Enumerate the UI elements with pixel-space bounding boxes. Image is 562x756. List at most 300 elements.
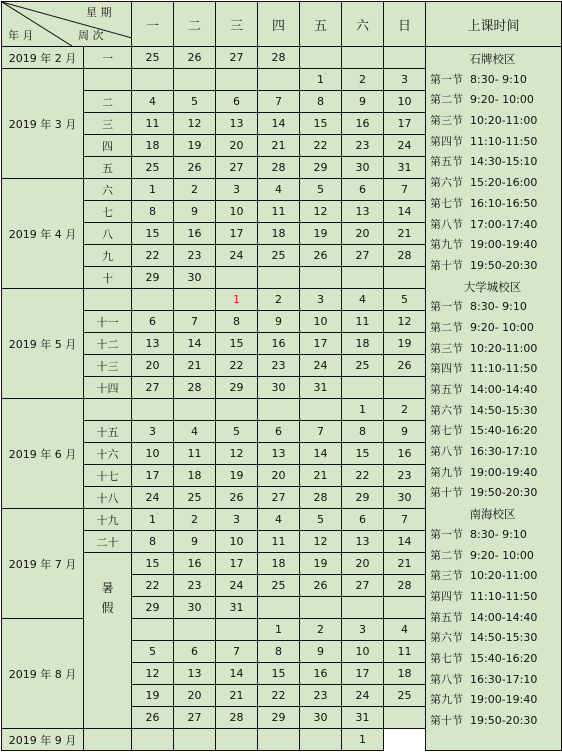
month-label-jun: 2019 年 6 月	[2, 399, 84, 509]
day-cell: 25	[132, 47, 174, 69]
class-period-time: 第三节 10:20-11:00	[430, 114, 538, 128]
day-cell: 17	[342, 663, 384, 685]
day-cell: 28	[174, 377, 216, 399]
weekday-sat: 六	[342, 2, 384, 47]
day-cell	[174, 289, 216, 311]
day-cell: 7	[174, 311, 216, 333]
day-cell: 5	[384, 289, 426, 311]
week-number: 十二	[84, 333, 132, 355]
day-cell: 14	[216, 663, 258, 685]
day-cell: 20	[258, 465, 300, 487]
day-cell: 14	[300, 443, 342, 465]
day-cell: 19	[132, 685, 174, 707]
day-cell: 22	[342, 465, 384, 487]
day-cell	[174, 729, 216, 751]
week-number: 四	[84, 135, 132, 157]
class-period-time: 第五节 14:30-15:10	[430, 155, 538, 169]
day-cell: 26	[132, 707, 174, 729]
day-cell: 19	[384, 333, 426, 355]
day-cell: 2	[174, 179, 216, 201]
day-cell: 9	[174, 201, 216, 223]
day-cell: 11	[258, 201, 300, 223]
day-cell: 5	[132, 641, 174, 663]
day-cell	[258, 267, 300, 289]
day-cell: 7	[216, 641, 258, 663]
class-period-time: 第三节 10:20-11:00	[430, 569, 538, 583]
day-cell: 29	[216, 377, 258, 399]
month-label-may: 2019 年 5 月	[2, 289, 84, 399]
day-cell: 31	[300, 377, 342, 399]
day-cell: 13	[258, 443, 300, 465]
day-cell: 25	[384, 685, 426, 707]
day-cell: 24	[300, 355, 342, 377]
class-period-time: 第六节 14:50-15:30	[430, 403, 538, 417]
class-period-time: 第一节 8:30- 9:10	[430, 527, 527, 541]
week-number: 二十	[84, 531, 132, 553]
vacation-char: 暑	[101, 581, 114, 595]
day-cell: 22	[258, 685, 300, 707]
day-cell	[342, 47, 384, 69]
day-cell: 27	[342, 245, 384, 267]
class-period-time: 第一节 8:30- 9:10	[430, 72, 527, 86]
day-cell: 7	[258, 91, 300, 113]
day-cell: 19	[174, 135, 216, 157]
week-number: 三	[84, 113, 132, 135]
day-cell: 14	[258, 113, 300, 135]
day-cell	[258, 729, 300, 751]
day-cell: 17	[300, 333, 342, 355]
day-cell: 9	[342, 91, 384, 113]
day-cell: 16	[342, 113, 384, 135]
day-cell: 7	[384, 509, 426, 531]
day-cell: 24	[216, 575, 258, 597]
week-number: 二	[84, 91, 132, 113]
class-period-time: 第二节 9:20- 10:00	[430, 93, 534, 107]
day-cell: 12	[132, 663, 174, 685]
week-number: 十七	[84, 465, 132, 487]
class-period-time: 第五节 14:00-14:40	[430, 610, 538, 624]
month-label-aug: 2019 年 8 月	[2, 619, 84, 729]
day-cell	[384, 267, 426, 289]
day-cell: 18	[258, 553, 300, 575]
weekday-mon: 一	[132, 2, 174, 47]
campus-title: 石牌校区	[469, 52, 516, 66]
day-cell: 15	[216, 333, 258, 355]
day-cell: 30	[300, 707, 342, 729]
day-cell: 3	[216, 509, 258, 531]
day-cell	[174, 399, 216, 421]
day-cell: 21	[384, 553, 426, 575]
class-period-time: 第九节 19:00-19:40	[430, 693, 538, 707]
day-cell	[216, 729, 258, 751]
week-number: 八	[84, 223, 132, 245]
class-period-time: 第四节 11:10-11:50	[430, 589, 538, 603]
day-cell	[384, 707, 426, 729]
calendar-week-row	[2, 47, 562, 69]
class-period-time: 第十节 19:50-20:30	[430, 714, 538, 727]
day-cell	[216, 619, 258, 641]
day-cell: 28	[300, 487, 342, 509]
day-cell: 22	[132, 245, 174, 267]
day-cell: 20	[342, 223, 384, 245]
day-cell: 28	[258, 157, 300, 179]
month-label-sep: 2019 年 9 月	[2, 729, 84, 751]
day-cell: 11	[174, 443, 216, 465]
day-cell: 1	[342, 399, 384, 421]
class-period-time: 第七节 15:40-16:20	[430, 424, 538, 438]
day-cell: 6	[342, 509, 384, 531]
day-cell: 20	[174, 685, 216, 707]
day-cell: 25	[132, 157, 174, 179]
day-cell: 4	[174, 421, 216, 443]
day-cell: 30	[258, 377, 300, 399]
day-cell: 25	[174, 487, 216, 509]
day-cell: 23	[174, 575, 216, 597]
day-cell: 21	[216, 685, 258, 707]
day-cell: 19	[300, 223, 342, 245]
day-cell: 11	[384, 641, 426, 663]
day-cell: 26	[300, 575, 342, 597]
day-cell: 21	[384, 223, 426, 245]
class-period-time: 第七节 15:40-16:20	[430, 651, 538, 665]
day-cell: 9	[258, 311, 300, 333]
day-cell	[300, 399, 342, 421]
day-cell: 20	[132, 355, 174, 377]
day-cell: 27	[174, 707, 216, 729]
day-cell: 28	[384, 575, 426, 597]
day-cell: 2	[384, 399, 426, 421]
day-cell	[132, 69, 174, 91]
day-cell: 9	[384, 421, 426, 443]
calendar-table	[1, 1, 562, 751]
day-cell	[384, 597, 426, 619]
day-cell: 14	[174, 333, 216, 355]
day-cell: 6	[132, 311, 174, 333]
day-cell: 29	[300, 157, 342, 179]
day-cell: 1	[342, 729, 384, 751]
day-cell: 29	[132, 597, 174, 619]
day-cell: 27	[342, 575, 384, 597]
month-label-feb: 2019 年 2 月	[2, 47, 84, 69]
day-cell	[384, 377, 426, 399]
weekday-thu: 四	[258, 2, 300, 47]
class-period-time: 第一节 8:30- 9:10	[430, 300, 527, 314]
day-cell: 24	[132, 487, 174, 509]
week-number: 十五	[84, 421, 132, 443]
day-cell: 30	[174, 597, 216, 619]
class-period-time: 第十节 19:50-20:30	[430, 486, 538, 500]
day-cell: 11	[258, 531, 300, 553]
day-cell: 22	[300, 135, 342, 157]
day-cell: 2	[258, 289, 300, 311]
day-cell: 19	[216, 465, 258, 487]
day-cell: 24	[384, 135, 426, 157]
day-cell: 8	[258, 641, 300, 663]
day-cell: 14	[384, 531, 426, 553]
corner-yearmonth-label: 年 月	[8, 29, 34, 42]
day-cell: 16	[300, 663, 342, 685]
corner-week-label: 周 次	[78, 29, 104, 42]
day-cell: 13	[342, 201, 384, 223]
day-cell: 16	[258, 333, 300, 355]
day-cell: 23	[384, 465, 426, 487]
day-cell: 6	[216, 91, 258, 113]
class-period-time: 第六节 14:50-15:30	[430, 631, 538, 645]
day-cell: 1	[258, 619, 300, 641]
day-cell	[258, 399, 300, 421]
day-cell: 12	[216, 443, 258, 465]
day-cell: 11	[342, 311, 384, 333]
weekday-wed: 三	[216, 2, 258, 47]
class-period-time: 第二节 9:20- 10:00	[430, 548, 534, 562]
week-number: 十九	[84, 509, 132, 531]
day-cell	[132, 399, 174, 421]
day-cell: 1	[132, 509, 174, 531]
day-cell: 15	[342, 443, 384, 465]
day-cell: 7	[384, 179, 426, 201]
day-cell: 18	[132, 135, 174, 157]
day-cell: 17	[216, 223, 258, 245]
day-cell: 6	[174, 641, 216, 663]
day-cell: 25	[342, 355, 384, 377]
day-cell: 16	[384, 443, 426, 465]
month-label-mar: 2019 年 3 月	[2, 69, 84, 179]
class-period-time: 第八节 16:30-17:10	[430, 445, 538, 459]
day-cell: 10	[342, 641, 384, 663]
day-cell: 21	[174, 355, 216, 377]
day-cell: 10	[216, 531, 258, 553]
week-number: 十	[84, 267, 132, 289]
weekday-sun: 日	[384, 2, 426, 47]
day-cell: 12	[174, 113, 216, 135]
day-cell: 26	[174, 47, 216, 69]
week-number: 十八	[84, 487, 132, 509]
day-cell: 22	[216, 355, 258, 377]
day-cell: 10	[300, 311, 342, 333]
day-cell: 27	[258, 487, 300, 509]
class-period-time: 第三节 10:20-11:00	[430, 341, 538, 355]
day-cell: 1	[300, 69, 342, 91]
class-period-time: 第九节 19:00-19:40	[430, 238, 538, 252]
day-cell: 12	[300, 201, 342, 223]
week-number: 十一	[84, 311, 132, 333]
day-cell: 6	[342, 179, 384, 201]
day-cell: 8	[132, 531, 174, 553]
day-cell: 15	[300, 113, 342, 135]
campus-title: 南海校区	[469, 507, 516, 522]
week-number: 六	[84, 179, 132, 201]
day-cell: 25	[258, 245, 300, 267]
day-cell: 8	[132, 201, 174, 223]
day-cell: 30	[384, 487, 426, 509]
day-cell: 23	[300, 685, 342, 707]
week-number	[84, 399, 132, 421]
day-cell	[342, 377, 384, 399]
week-number: 一	[84, 47, 132, 69]
class-period-time: 第四节 11:10-11:50	[430, 362, 538, 376]
day-cell	[342, 597, 384, 619]
day-cell: 31	[384, 157, 426, 179]
day-cell: 12	[384, 311, 426, 333]
day-cell	[258, 597, 300, 619]
day-cell: 18	[258, 223, 300, 245]
day-cell: 17	[216, 553, 258, 575]
day-cell: 3	[300, 289, 342, 311]
day-cell: 18	[342, 333, 384, 355]
day-cell: 30	[342, 157, 384, 179]
day-cell: 2	[174, 509, 216, 531]
day-cell: 25	[258, 575, 300, 597]
week-number: 十四	[84, 377, 132, 399]
day-cell: 30	[174, 267, 216, 289]
day-cell: 7	[300, 421, 342, 443]
campus-title: 大学城校区	[463, 279, 522, 294]
day-cell	[300, 267, 342, 289]
class-period-time: 第四节 11:10-11:50	[430, 134, 538, 148]
week-number	[84, 69, 132, 91]
day-cell: 20	[342, 553, 384, 575]
day-cell: 4	[342, 289, 384, 311]
day-cell: 4	[132, 91, 174, 113]
class-period-time: 第十节 19:50-20:30	[430, 258, 538, 272]
vacation-cell	[84, 553, 132, 729]
day-cell	[132, 289, 174, 311]
day-cell: 13	[174, 663, 216, 685]
week-number: 七	[84, 201, 132, 223]
day-cell	[132, 619, 174, 641]
day-cell: 1	[132, 179, 174, 201]
day-cell: 18	[174, 465, 216, 487]
day-cell: 29	[258, 707, 300, 729]
month-label-apr: 2019 年 4 月	[2, 179, 84, 289]
day-cell: 26	[216, 487, 258, 509]
day-cell: 28	[384, 245, 426, 267]
day-cell: 26	[384, 355, 426, 377]
day-cell: 31	[216, 597, 258, 619]
day-cell: 3	[216, 179, 258, 201]
day-cell: 24	[342, 685, 384, 707]
day-cell: 10	[132, 443, 174, 465]
day-cell: 17	[384, 113, 426, 135]
day-cell: 27	[216, 157, 258, 179]
day-cell	[342, 267, 384, 289]
day-cell: 29	[132, 267, 174, 289]
corner-header	[2, 2, 132, 47]
day-cell: 26	[174, 157, 216, 179]
day-cell: 3	[384, 69, 426, 91]
day-cell-holiday: 1	[216, 289, 258, 311]
day-cell: 15	[132, 553, 174, 575]
day-cell: 29	[342, 487, 384, 509]
day-cell: 9	[300, 641, 342, 663]
day-cell: 16	[174, 553, 216, 575]
day-cell: 28	[258, 47, 300, 69]
day-cell: 8	[342, 421, 384, 443]
day-cell: 16	[174, 223, 216, 245]
day-cell: 20	[216, 135, 258, 157]
day-cell: 8	[300, 91, 342, 113]
day-cell: 22	[132, 575, 174, 597]
day-cell: 23	[342, 135, 384, 157]
day-cell: 28	[216, 707, 258, 729]
vacation-char: 假	[101, 601, 114, 615]
day-cell: 17	[132, 465, 174, 487]
week-number: 十六	[84, 443, 132, 465]
day-cell: 23	[258, 355, 300, 377]
class-schedule	[426, 47, 562, 751]
week-number: 九	[84, 245, 132, 267]
class-period-time: 第五节 14:00-14:40	[430, 383, 538, 396]
day-cell	[384, 47, 426, 69]
week-number	[84, 289, 132, 311]
day-cell: 9	[174, 531, 216, 553]
day-cell	[216, 69, 258, 91]
day-cell: 4	[258, 179, 300, 201]
day-cell: 23	[174, 245, 216, 267]
day-cell: 15	[132, 223, 174, 245]
day-cell: 2	[342, 69, 384, 91]
day-cell	[216, 267, 258, 289]
day-cell	[216, 399, 258, 421]
day-cell: 21	[300, 465, 342, 487]
corner-weekday-label: 星 期	[86, 6, 112, 19]
day-cell: 15	[258, 663, 300, 685]
schedule-title: 上课时间	[426, 2, 562, 47]
day-cell: 13	[342, 531, 384, 553]
day-cell: 8	[216, 311, 258, 333]
weekday-tue: 二	[174, 2, 216, 47]
day-cell: 27	[216, 47, 258, 69]
day-cell	[174, 619, 216, 641]
day-cell: 5	[216, 421, 258, 443]
day-cell: 31	[342, 707, 384, 729]
day-cell: 5	[300, 179, 342, 201]
month-label-jul: 2019 年 7 月	[2, 509, 84, 619]
day-cell: 6	[258, 421, 300, 443]
day-cell: 5	[300, 509, 342, 531]
day-cell: 24	[216, 245, 258, 267]
header-row	[2, 2, 562, 47]
day-cell: 19	[300, 553, 342, 575]
day-cell: 3	[132, 421, 174, 443]
day-cell: 5	[174, 91, 216, 113]
day-cell: 13	[132, 333, 174, 355]
class-period-time: 第九节 19:00-19:40	[430, 465, 538, 479]
day-cell: 4	[258, 509, 300, 531]
day-cell: 14	[384, 201, 426, 223]
class-period-time: 第八节 17:00-17:40	[430, 217, 538, 231]
weekday-fri: 五	[300, 2, 342, 47]
day-cell: 4	[384, 619, 426, 641]
class-period-time: 第八节 16:30-17:10	[430, 672, 538, 686]
day-cell: 18	[384, 663, 426, 685]
day-cell	[174, 69, 216, 91]
day-cell: 27	[132, 377, 174, 399]
day-cell	[258, 69, 300, 91]
day-cell: 10	[216, 201, 258, 223]
day-cell: 21	[258, 135, 300, 157]
day-cell	[84, 729, 132, 751]
day-cell	[300, 47, 342, 69]
class-period-time: 第二节 9:20- 10:00	[430, 320, 534, 334]
week-number: 五	[84, 157, 132, 179]
day-cell: 26	[300, 245, 342, 267]
day-cell	[300, 729, 342, 751]
day-cell: 13	[216, 113, 258, 135]
day-cell: 11	[132, 113, 174, 135]
day-cell	[300, 597, 342, 619]
day-cell: 10	[384, 91, 426, 113]
